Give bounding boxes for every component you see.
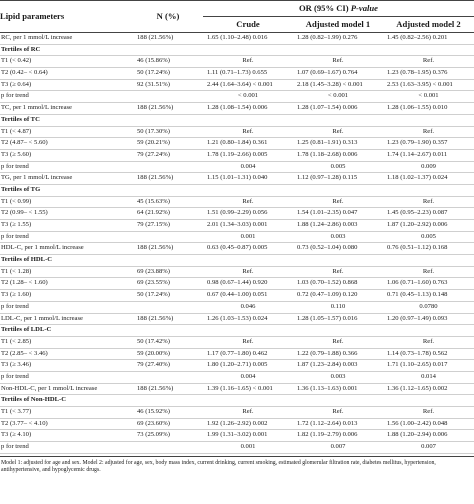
row-n: 188 (21.56%) (137, 104, 174, 112)
row-n: 69 (23.88%) (137, 267, 170, 275)
section-row (0, 114, 474, 126)
row-n: 50 (17.24%) (137, 69, 170, 77)
row-adjusted-2 (383, 114, 474, 126)
row-crude: Ref. (242, 408, 254, 416)
row-crude: 1.78 (1.19–2.66) 0.005 (207, 150, 268, 158)
row-adjusted-2: 0.71 (0.45–1.13) 0.148 (387, 291, 448, 299)
row-adjusted-1: 1.03 (0.70–1.52) 0.868 (297, 279, 358, 287)
row-adjusted-2: 0.014 (421, 372, 436, 380)
row-crude: 1.92 (1.26–2.92) 0.002 (207, 419, 268, 427)
row-adjusted-2: 0.76 (0.51–1.12) 0.168 (387, 244, 448, 252)
table-footnote: Model 1: adjusted for age and sex. Model 2: adjusted for age, sex, body mass index, current drinking, current smoking, estimated glomerular filtration rate, diabetes mellitus, hypertension, antihypertensive, and hypoglycemic drugs. (0, 456, 474, 475)
row-adjusted-2: 1.14 (0.73–1.78) 0.562 (387, 349, 448, 357)
row-n (133, 231, 203, 243)
trend-row (0, 442, 474, 454)
row-adjusted-1: 0.110 (330, 302, 346, 310)
row-adjusted-1: 1.54 (1.01–2.35) 0.047 (297, 209, 358, 217)
row-adjusted-2: 0.009 (421, 162, 436, 170)
row-adjusted-2: 2.53 (1.63–3.95) < 0.001 (387, 80, 453, 88)
table-row (0, 149, 474, 161)
row-adjusted-2 (383, 184, 474, 196)
row-n: 188 (21.56%) (137, 34, 174, 42)
row-adjusted-2: Ref. (422, 127, 435, 135)
row-adjusted-1: 0.72 (0.47–1.09) 0.120 (297, 291, 358, 299)
row-adjusted-1: 2.18 (1.45–3.28) < 0.001 (297, 80, 363, 88)
sub-header-crude: Crude (236, 19, 260, 30)
row-crude: 1.21 (0.80–1.84) 0.361 (207, 139, 268, 147)
row-crude: 1.65 (1.10–2.48) 0.016 (207, 34, 268, 42)
row-label: Non-HDL-C, per 1 mmol/L increase (1, 384, 98, 392)
sub-header-adjusted-model-1: Adjusted model 1 (305, 19, 371, 30)
row-crude: 1.17 (0.77–1.80) 0.462 (207, 349, 268, 357)
trend-row (0, 231, 474, 243)
section-row (0, 255, 474, 267)
row-adjusted-1: Ref. (332, 408, 344, 416)
row-crude (203, 44, 293, 56)
row-n (133, 325, 203, 337)
row-crude: Ref. (242, 267, 254, 275)
row-n: 64 (21.92%) (137, 209, 170, 217)
section-row (0, 184, 474, 196)
row-adjusted-1: Ref. (332, 337, 344, 345)
row-adjusted-1 (293, 184, 383, 196)
table-row (0, 243, 474, 255)
row-adjusted-1: Ref. (332, 57, 344, 65)
row-label: T1 (< 1.28) (1, 267, 32, 275)
row-label: TG, per 1 mmol/L increase (1, 174, 73, 182)
row-label: p for trend (1, 92, 29, 100)
table-row (0, 138, 474, 150)
table-row (0, 278, 474, 290)
row-crude: Ref. (242, 337, 254, 345)
row-crude: Ref. (242, 197, 254, 205)
row-adjusted-2: 1.20 (0.97–1.49) 0.093 (387, 314, 448, 322)
row-adjusted-2 (383, 325, 474, 337)
row-adjusted-1 (293, 395, 383, 407)
row-crude: Ref. (242, 57, 254, 65)
table-body (0, 33, 474, 454)
row-n: 50 (17.24%) (137, 291, 170, 299)
row-label: p for trend (1, 302, 29, 310)
row-adjusted-1: 1.28 (1.07–1.54) 0.006 (297, 104, 358, 112)
row-adjusted-1: 1.88 (1.24–2.86) 0.003 (297, 221, 358, 229)
row-label: Tertiles of TG (1, 185, 41, 193)
row-label: T3 (≥ 4.10) (1, 431, 32, 439)
row-label: T2 (0.42– < 0.64) (1, 69, 48, 77)
row-adjusted-1: 0.003 (330, 232, 346, 240)
row-crude: 0.046 (240, 302, 256, 310)
row-crude: 1.39 (1.16–1.65) < 0.001 (207, 384, 273, 392)
row-adjusted-1: 0.73 (0.52–1.04) 0.080 (297, 244, 358, 252)
row-n: 188 (21.56%) (137, 174, 174, 182)
row-n: 45 (15.63%) (137, 197, 170, 205)
row-label: LDL-C, per 1 mmol/L increase (1, 314, 83, 322)
row-n: 188 (21.56%) (137, 384, 174, 392)
row-label: Tertiles of TC (1, 115, 40, 123)
row-adjusted-1: 1.36 (1.13–1.63) 0.001 (297, 384, 358, 392)
row-adjusted-1: Ref. (332, 127, 344, 135)
row-crude: 0.001 (240, 443, 256, 451)
row-adjusted-1: Ref. (332, 267, 344, 275)
row-crude: 0.63 (0.45–0.87) 0.005 (207, 244, 268, 252)
row-label: T3 (≥ 5.60) (1, 150, 32, 158)
row-label: TC, per 1 mmol/L increase (1, 104, 72, 112)
row-crude: 1.80 (1.20–2.71) 0.005 (207, 361, 268, 369)
row-adjusted-2 (383, 395, 474, 407)
col-header-or (203, 1, 474, 17)
table-row (0, 313, 474, 325)
row-crude: 0.004 (240, 372, 256, 380)
row-adjusted-2: 1.23 (0.78–1.95) 0.376 (387, 69, 448, 77)
row-crude: 2.01 (1.34–3.03) 0.001 (207, 221, 268, 229)
row-n: 59 (20.21%) (137, 139, 170, 147)
table-row (0, 290, 474, 302)
row-crude (203, 184, 293, 196)
row-n: 59 (20.00%) (137, 349, 170, 357)
row-adjusted-2: 1.28 (1.06–1.55) 0.010 (387, 104, 448, 112)
row-adjusted-1: 0.005 (330, 162, 346, 170)
row-adjusted-1: 1.22 (0.79–1.88) 0.366 (297, 349, 358, 357)
row-n: 79 (27.24%) (137, 150, 170, 158)
row-label: p for trend (1, 162, 29, 170)
row-label: T3 (≥ 0.64) (1, 80, 32, 88)
row-adjusted-2 (383, 255, 474, 267)
row-n: 50 (17.30%) (137, 127, 170, 135)
table-row (0, 208, 474, 220)
table-row (0, 348, 474, 360)
table-header (0, 1, 474, 33)
row-adjusted-1 (293, 44, 383, 56)
col-header-lipid: Lipid parameters (0, 11, 65, 22)
row-n (133, 114, 203, 126)
row-n: 79 (27.40%) (137, 361, 170, 369)
row-crude: 0.004 (240, 162, 256, 170)
row-crude: 2.44 (1.64–3.64) < 0.001 (207, 80, 273, 88)
row-label: T1 (< 0.42) (1, 57, 32, 65)
row-crude: 0.67 (0.44–1.00) 0.051 (207, 291, 268, 299)
row-adjusted-2: 1.18 (1.02–1.37) 0.024 (387, 174, 448, 182)
row-adjusted-1: 1.28 (0.82–1.99) 0.276 (297, 34, 358, 42)
trend-row (0, 161, 474, 173)
row-n (133, 161, 203, 173)
row-adjusted-2: 1.36 (1.12–1.65) 0.002 (387, 384, 448, 392)
row-n (133, 301, 203, 313)
table-row (0, 220, 474, 232)
row-n (133, 184, 203, 196)
row-n: 73 (25.09%) (137, 431, 170, 439)
row-adjusted-1: 0.003 (330, 372, 346, 380)
table-row (0, 266, 474, 278)
table-row (0, 33, 474, 45)
row-n: 188 (21.56%) (137, 244, 174, 252)
row-adjusted-2: Ref. (422, 337, 435, 345)
col-header-pvalue: P-value (350, 3, 379, 14)
row-adjusted-2: 1.71 (1.10–2.65) 0.017 (387, 361, 448, 369)
row-label: T3 (≥ 1.55) (1, 221, 32, 229)
row-crude: 1.26 (1.03–1.53) 0.024 (207, 314, 268, 322)
trend-row (0, 91, 474, 103)
row-label: T2 (3.77– < 4.10) (1, 419, 48, 427)
row-adjusted-2 (383, 44, 474, 56)
row-n: 188 (21.56%) (137, 314, 174, 322)
row-adjusted-1: 1.82 (1.19–2.79) 0.006 (297, 431, 358, 439)
row-n: 50 (17.42%) (137, 337, 170, 345)
row-adjusted-2: 1.74 (1.14–2.67) 0.011 (387, 150, 448, 158)
table-row (0, 173, 474, 185)
row-label: T2 (4.87– < 5.60) (1, 139, 48, 147)
row-adjusted-1 (293, 114, 383, 126)
col-header-n: N (%) (156, 11, 180, 22)
row-label: T1 (< 0.99) (1, 197, 32, 205)
section-row (0, 395, 474, 407)
table-row (0, 430, 474, 442)
table-row (0, 360, 474, 372)
row-adjusted-1: 1.87 (1.23–2.84) 0.003 (297, 361, 358, 369)
row-adjusted-2: Ref. (422, 197, 435, 205)
row-label: T2 (2.85– < 3.46) (1, 349, 48, 357)
row-adjusted-2: Ref. (422, 408, 435, 416)
row-n (133, 91, 203, 103)
table-row (0, 407, 474, 419)
row-label: T2 (0.99– < 1.55) (1, 209, 48, 217)
row-adjusted-2: 1.87 (1.20–2.92) 0.006 (387, 221, 448, 229)
row-adjusted-2: 0.005 (421, 232, 436, 240)
row-label: HDL-C, per 1 mmol/L increase (1, 244, 84, 252)
row-crude: 1.51 (0.99–2.29) 0.056 (207, 209, 268, 217)
row-crude (203, 325, 293, 337)
row-label: T1 (< 4.87) (1, 127, 32, 135)
row-adjusted-2: < 0.001 (418, 92, 439, 100)
row-label: p for trend (1, 443, 29, 451)
row-label: T2 (1.28– < 1.60) (1, 279, 48, 287)
table-row (0, 418, 474, 430)
row-label: Tertiles of HDL-C (1, 256, 53, 264)
header-row-1 (0, 1, 474, 17)
row-crude: < 0.001 (237, 92, 259, 100)
row-label: Tertiles of Non-HDL-C (1, 396, 66, 404)
table-row (0, 68, 474, 80)
row-adjusted-2: 1.45 (0.95–2.23) 0.087 (387, 209, 448, 217)
row-n (133, 371, 203, 383)
row-adjusted-2: 0.007 (421, 443, 436, 451)
table-row (0, 56, 474, 68)
trend-row (0, 371, 474, 383)
table-row (0, 103, 474, 115)
row-n: 69 (23.55%) (137, 279, 170, 287)
row-label: Tertiles of LDL-C (1, 326, 52, 334)
table-row (0, 383, 474, 395)
row-crude: 0.98 (0.67–1.44) 0.920 (207, 279, 268, 287)
row-adjusted-2: 1.56 (1.00–2.42) 0.048 (387, 419, 448, 427)
trend-row (0, 301, 474, 313)
row-adjusted-1: 1.28 (1.05–1.57) 0.016 (297, 314, 358, 322)
table-row (0, 79, 474, 91)
row-label: T3 (≥ 1.60) (1, 291, 32, 299)
row-crude: Ref. (242, 127, 254, 135)
row-label: Tertiles of RC (1, 45, 41, 53)
row-adjusted-1: 1.12 (0.97–1.28) 0.115 (297, 174, 358, 182)
row-label: RC, per 1 mmol/L increase (1, 34, 73, 42)
row-n (133, 442, 203, 454)
row-adjusted-2: 1.45 (0.82–2.56) 0.201 (387, 34, 448, 42)
table-row (0, 336, 474, 348)
row-adjusted-2: Ref. (422, 267, 435, 275)
row-adjusted-1: 0.007 (330, 443, 346, 451)
row-n: 69 (23.60%) (137, 419, 170, 427)
row-crude (203, 114, 293, 126)
row-crude: 1.11 (0.71–1.73) 0.655 (207, 69, 268, 77)
row-adjusted-2: Ref. (422, 57, 435, 65)
row-crude: 0.001 (240, 232, 256, 240)
row-adjusted-2: 0.0780 (419, 302, 438, 310)
table-row (0, 126, 474, 138)
row-adjusted-1 (293, 325, 383, 337)
row-label: T1 (< 3.77) (1, 408, 32, 416)
row-crude: 1.99 (1.31–3.02) 0.001 (207, 431, 268, 439)
row-adjusted-1 (293, 255, 383, 267)
row-adjusted-1: < 0.001 (327, 92, 349, 100)
row-n: 92 (31.51%) (137, 80, 170, 88)
row-adjusted-1: Ref. (332, 197, 344, 205)
row-n (133, 44, 203, 56)
row-n: 46 (15.86%) (137, 57, 170, 65)
row-label: p for trend (1, 232, 29, 240)
row-adjusted-2: 1.06 (0.71–1.60) 0.763 (387, 279, 448, 287)
row-adjusted-1: 1.72 (1.12–2.64) 0.013 (297, 419, 358, 427)
row-n (133, 395, 203, 407)
row-adjusted-1: 1.25 (0.81–1.91) 0.313 (297, 139, 358, 147)
row-n: 79 (27.15%) (137, 221, 170, 229)
row-adjusted-2: 1.88 (1.20–2.94) 0.006 (387, 431, 448, 439)
row-crude: 1.28 (1.08–1.54) 0.006 (207, 104, 268, 112)
row-label: p for trend (1, 372, 29, 380)
row-crude: 1.15 (1.01–1.31) 0.040 (207, 174, 268, 182)
row-crude (203, 395, 293, 407)
section-row (0, 44, 474, 56)
col-header-or-text: OR (95% CI) (298, 3, 351, 14)
row-adjusted-1: 1.78 (1.18–2.68) 0.006 (297, 150, 358, 158)
row-adjusted-2: 1.23 (0.79–1.90) 0.357 (387, 139, 448, 147)
row-n (133, 255, 203, 267)
row-label: T3 (≥ 3.46) (1, 361, 32, 369)
row-label: T1 (< 2.85) (1, 337, 32, 345)
section-row (0, 325, 474, 337)
sub-header-adjusted-model-2: Adjusted model 2 (396, 19, 461, 30)
table-row (0, 196, 474, 208)
row-crude (203, 255, 293, 267)
row-adjusted-1: 1.07 (0.69–1.67) 0.764 (297, 69, 358, 77)
row-n: 46 (15.92%) (137, 408, 170, 416)
